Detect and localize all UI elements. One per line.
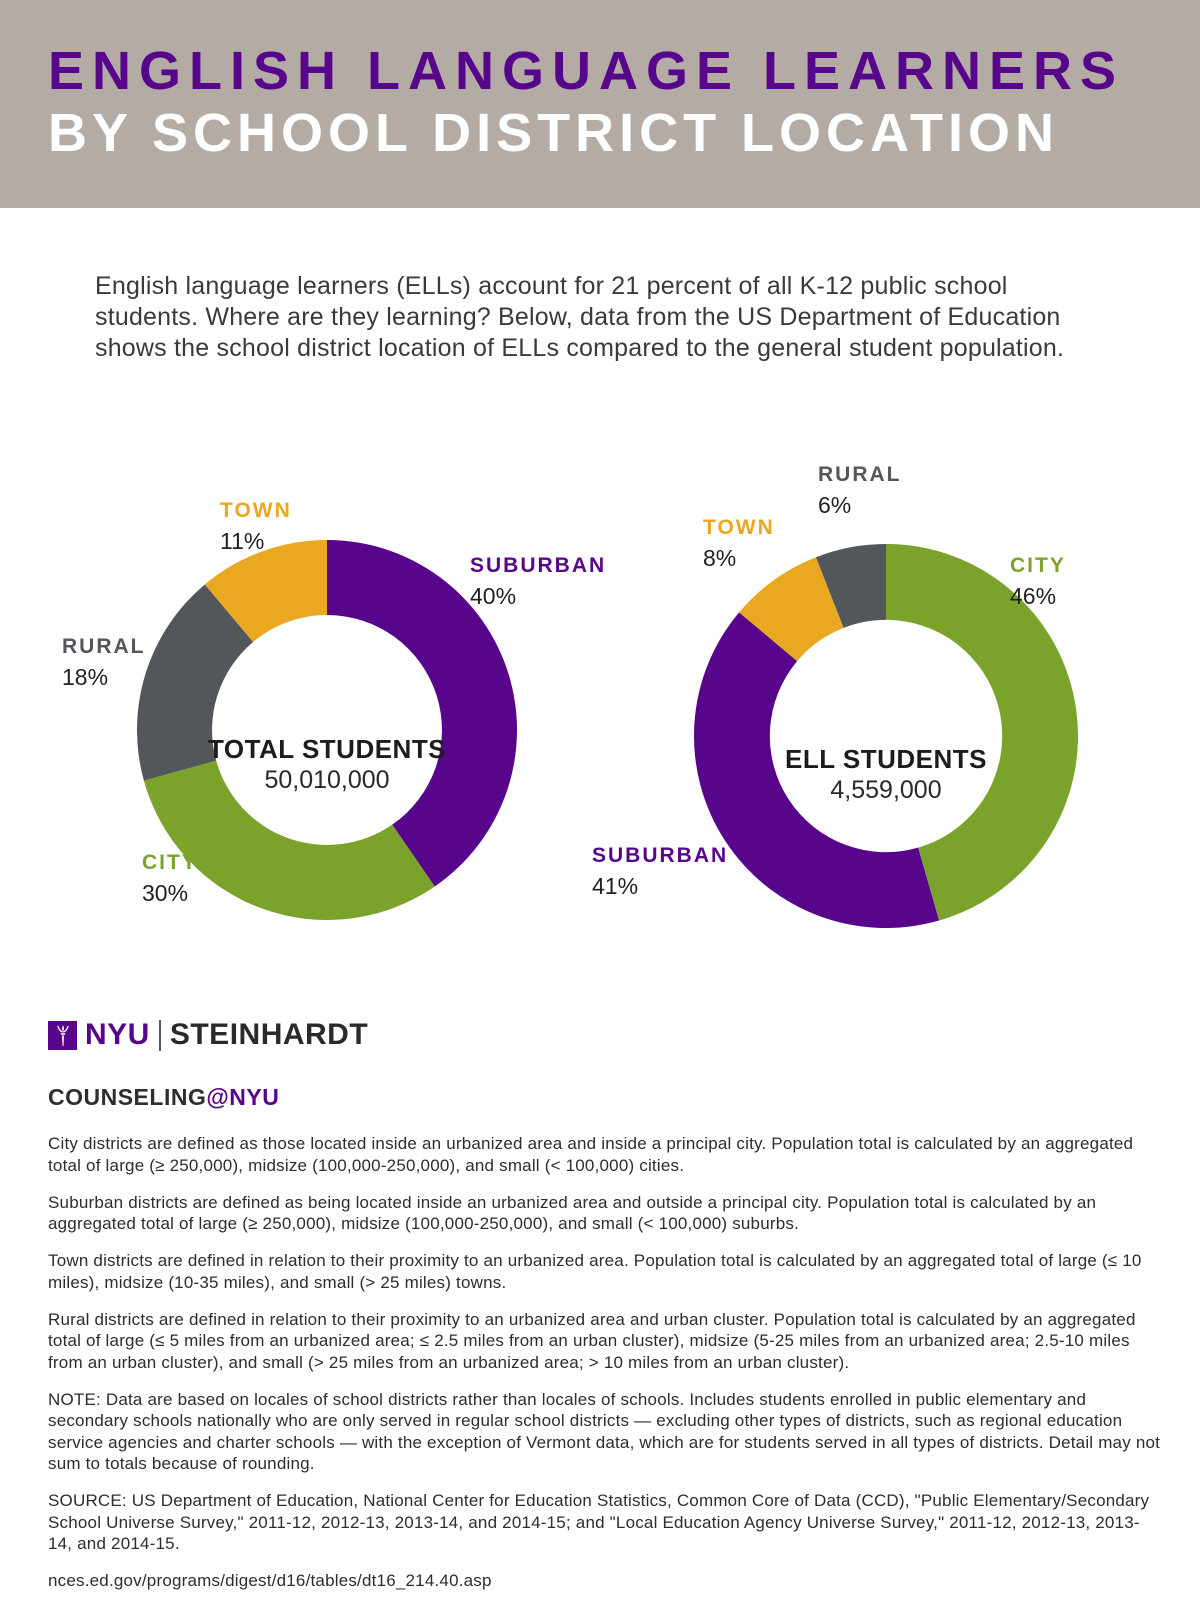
segment-value-town: 8% [703,545,737,571]
donut-center-title: ELL STUDENTS [785,744,987,774]
callout-suburban-ell [592,843,728,900]
segment-label-city: CITY [1010,554,1066,577]
callout-town-ell [703,515,775,572]
footnote-suburban: Suburban districts are defined as being located inside an urbanized area and outside a principal city. Population total is calculated by an aggregated total of large (≥ 250,000), midsize (100,000-250,000), and small (< 100,000) suburbs. [48,1192,1097,1233]
segment-value-city: 46% [1010,583,1057,609]
callout-suburban-total [470,553,606,610]
callout-city-total [142,850,198,907]
donut-center-ell-students [716,745,1056,805]
footnotes-section [48,1133,1161,1607]
page-title-line1: ENGLISH LANGUAGE LEARNERS [48,41,1125,101]
nyu-logo-square [48,1021,77,1050]
segment-label-rural: RURAL [62,635,146,658]
program-at-text: @NYU [206,1084,280,1110]
segment-label-suburban: SUBURBAN [470,554,607,577]
segment-label-suburban: SUBURBAN [592,844,729,867]
segment-value-town: 11% [220,528,265,554]
source-paragraph: SOURCE: US Department of Education, National Center for Education Statistics, Common Core of Data (CCD), "Public Elementary/Secondary School Universe Survey," 2011-12, 2012-13, 2013-14, and 2014-15; and "Local Education Agency Universe Survey," 2011-12, 2012-13, 2013-14, and 2014-15. [48,1491,1150,1553]
segment-value-city: 30% [142,880,189,906]
segment-label-city: CITY [142,851,198,874]
segment-label-town: TOWN [703,516,775,539]
donut-center-title: TOTAL STUDENTS [207,734,447,764]
footnote-note: NOTE: Data are based on locales of school districts rather than locales of schools. Includes students enrolled in public elementary and secondary schools nationally who are only served in regular school districts — excluding other types of districts, such as regional education service agencies and charter schools — with the exception of Vermont data, which are for students served in all types of districts. Detail may not sum to totals because of rounding. [48,1389,1161,1473]
logo-divider [159,1020,161,1051]
callout-rural-ell [818,462,902,519]
footnote-city: City districts are defined as those located inside an urbanized area and inside a principal city. Population total is calculated by an aggregated total of large (≥ 250,000), midsize (100,000-250,000), and small (< 100,000) cities. [48,1134,1134,1175]
donut-center-value: 50,010,000 [264,766,390,794]
logo-school-text: STEINHARDT [169,1018,369,1051]
callout-town-total [220,498,292,555]
program-name [48,1084,279,1111]
donut-center-total-students [157,735,497,795]
donut-center-value: 4,559,000 [830,776,942,804]
nyu-steinhardt-logo [48,1019,368,1051]
segment-value-suburban: 41% [592,873,639,899]
footnote-town: Town districts are defined in relation to their proximity to an urbanized area. Population total is calculated by an aggregated total of large (≤ 10 miles), midsize (10-35 miles), and small (> 25 miles) towns. [48,1251,1142,1292]
header-band [0,0,1200,208]
segment-label-rural: RURAL [818,463,902,486]
logo-org-text: NYU [85,1018,150,1051]
segment-value-suburban: 40% [470,583,517,609]
segment-label-town: TOWN [220,499,292,522]
torch-icon [52,1023,74,1048]
page-title-line2: BY SCHOOL DISTRICT LOCATION [48,103,1060,163]
intro-paragraph: English language learners (ELLs) account for 21 percent of all K-12 public school students. Where are they learning? Below, data from the US Department of Education shows the school district location of ELLs compared to the general student population. [95,272,1065,362]
callout-city-ell [1010,553,1066,610]
segment-value-rural: 18% [62,664,109,690]
footnote-rural: Rural districts are defined in relation to their proximity to an urbanized area and urban cluster. Population total is calculated by an aggregated total of large (≤ 5 miles from an urbanized area; ≤ 2.5 miles from an urban cluster), midsize (5-25 miles from an urbanized area; 2.5-10 miles from an urban cluster), and small (> 25 miles from an urbanized area; > 10 miles from an urban cluster). [48,1309,1136,1372]
program-text: COUNSELING [48,1084,207,1110]
segment-value-rural: 6% [818,492,852,518]
callout-rural-total [62,634,146,691]
source-url: nces.ed.gov/programs/digest/d16/tables/dt16_214.40.asp [48,1571,492,1590]
